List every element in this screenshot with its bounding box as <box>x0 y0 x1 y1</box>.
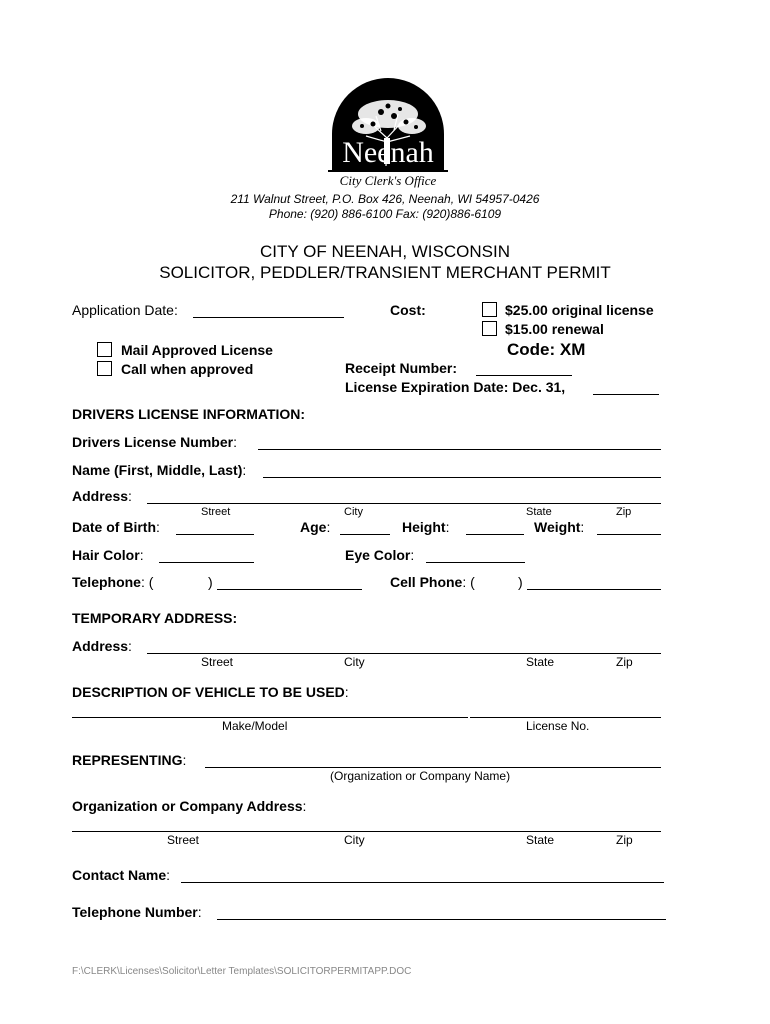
age-field[interactable] <box>340 534 390 535</box>
cell-phone-field[interactable] <box>527 589 661 590</box>
application-date-field[interactable] <box>193 317 344 318</box>
sub-zip: Zip <box>616 506 632 518</box>
vehicle-heading: DESCRIPTION OF VEHICLE TO BE USED: <box>72 684 349 700</box>
eye-color-label: Eye Color: <box>345 547 415 563</box>
logo-subtitle: City Clerk's Office <box>339 173 437 188</box>
telephone-paren: ) <box>208 574 213 590</box>
org-address-label: Organization or Company Address: <box>72 798 307 814</box>
temp-sub-state: State <box>526 655 555 669</box>
receipt-number-field[interactable] <box>476 375 572 376</box>
receipt-number-label: Receipt Number: <box>345 360 458 376</box>
fee-original-checkbox[interactable] <box>482 302 497 317</box>
temp-sub-street: Street <box>201 655 234 669</box>
telephone-number-field[interactable] <box>217 919 666 920</box>
dob-label: Date of Birth: <box>72 519 160 535</box>
cell-phone-label: Cell Phone: ( <box>390 574 475 590</box>
name-field[interactable] <box>263 477 661 478</box>
expiration-label: License Expiration Date: Dec. 31, <box>345 379 566 395</box>
representing-label: REPRESENTING: <box>72 752 187 768</box>
sub-city: City <box>344 506 363 518</box>
eye-color-field[interactable] <box>426 562 525 563</box>
header-phone: Phone: (920) 886-6100 Fax: (920)886-6109 <box>268 207 502 221</box>
height-label: Height: <box>402 519 450 535</box>
telephone-label: Telephone: ( <box>72 574 154 590</box>
fee-renewal-label: $15.00 renewal <box>505 321 604 337</box>
height-field[interactable] <box>466 534 524 535</box>
page-title: CITY OF NEENAH, WISCONSIN <box>260 242 510 261</box>
hair-color-field[interactable] <box>159 562 254 563</box>
mail-approved-checkbox[interactable] <box>97 342 112 357</box>
application-date-label: Application Date: <box>72 302 178 318</box>
mail-approved-label: Mail Approved License <box>121 342 273 358</box>
license-number-label: Drivers License Number: <box>72 434 237 450</box>
drivers-heading: DRIVERS LICENSE INFORMATION: <box>72 406 306 422</box>
temporary-heading: TEMPORARY ADDRESS: <box>72 610 238 626</box>
expiration-year-field[interactable] <box>593 394 659 395</box>
representing-sub: (Organization or Company Name) <box>330 769 511 783</box>
neenah-logo <box>326 76 450 190</box>
logo-word: Neenah <box>342 136 434 169</box>
call-approved-checkbox[interactable] <box>97 361 112 376</box>
weight-field[interactable] <box>597 534 661 535</box>
contact-name-label: Contact Name: <box>72 867 171 883</box>
code-label: Code: XM <box>507 340 586 359</box>
temp-address-field[interactable] <box>147 653 661 654</box>
cell-phone-paren: ) <box>518 574 523 590</box>
address-label: Address: <box>72 488 132 504</box>
sub-street: Street <box>201 506 231 518</box>
org-sub-zip: Zip <box>616 833 633 847</box>
telephone-field[interactable] <box>217 589 362 590</box>
temp-sub-zip: Zip <box>616 655 633 669</box>
license-number-field[interactable] <box>258 449 661 450</box>
hair-color-label: Hair Color: <box>72 547 144 563</box>
fee-original-label: $25.00 original license <box>505 302 654 318</box>
sub-state: State <box>526 506 552 518</box>
org-address-field[interactable] <box>72 831 661 832</box>
temp-address-label: Address: <box>72 638 132 654</box>
contact-name-field[interactable] <box>181 882 664 883</box>
temp-sub-city: City <box>344 655 365 669</box>
make-model-sub: Make/Model <box>222 719 288 733</box>
page-subtitle: SOLICITOR, PEDDLER/TRANSIENT MERCHANT PERMIT <box>159 263 611 282</box>
license-no-sub: License No. <box>526 719 590 733</box>
name-label: Name (First, Middle, Last): <box>72 462 247 478</box>
footer-path: F:\CLERK\Licenses\Solicitor\Letter Templates\SOLICITORPERMITAPP.DOC <box>72 966 412 977</box>
telephone-number-label: Telephone Number: <box>72 904 202 920</box>
weight-label: Weight: <box>534 519 585 535</box>
vehicle-license-field[interactable] <box>470 717 661 718</box>
header-address: 211 Walnut Street, P.O. Box 426, Neenah, WI 54957-0426 <box>230 192 540 206</box>
call-approved-label: Call when approved <box>121 361 254 377</box>
age-label: Age: <box>300 519 331 535</box>
representing-field[interactable] <box>205 767 661 768</box>
org-sub-street: Street <box>167 833 200 847</box>
org-sub-city: City <box>344 833 365 847</box>
fee-renewal-checkbox[interactable] <box>482 321 497 336</box>
cost-label: Cost: <box>390 302 426 318</box>
address-field[interactable] <box>147 503 661 504</box>
vehicle-make-field[interactable] <box>72 717 468 718</box>
dob-field[interactable] <box>176 534 254 535</box>
org-sub-state: State <box>526 833 555 847</box>
